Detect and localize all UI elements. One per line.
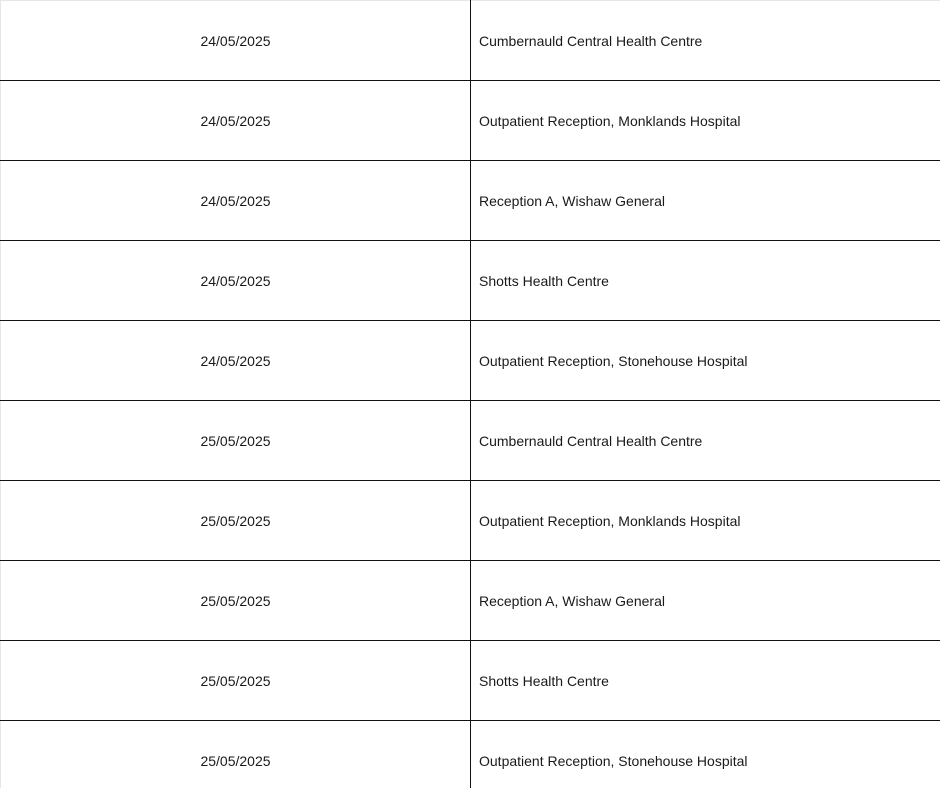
table-row [1,721,940,788]
location-cell: Shotts Health Centre [471,641,940,721]
date-cell: 25/05/2025 [1,561,471,641]
table-row [1,641,940,721]
date-cell: 25/05/2025 [1,481,471,561]
table-row [1,401,940,481]
location-cell: Outpatient Reception, Monklands Hospital [471,481,940,561]
location-cell: Cumbernauld Central Health Centre [471,1,940,81]
location-cell: Shotts Health Centre [471,241,940,321]
table-row [1,561,940,641]
table-row [1,161,940,241]
date-cell: 24/05/2025 [1,81,471,161]
date-cell: 24/05/2025 [1,161,471,241]
table-row [1,481,940,561]
table-row [1,321,940,401]
location-cell: Reception A, Wishaw General [471,161,940,241]
location-cell: Outpatient Reception, Stonehouse Hospital [471,321,940,401]
table-row [1,1,940,81]
location-cell: Cumbernauld Central Health Centre [471,401,940,481]
location-cell: Outpatient Reception, Monklands Hospital [471,81,940,161]
date-cell: 25/05/2025 [1,721,471,788]
location-cell: Outpatient Reception, Stonehouse Hospital [471,721,940,788]
date-cell: 25/05/2025 [1,641,471,721]
table-row [1,241,940,321]
location-cell: Reception A, Wishaw General [471,561,940,641]
date-cell: 24/05/2025 [1,1,471,81]
date-cell: 24/05/2025 [1,241,471,321]
date-cell: 25/05/2025 [1,401,471,481]
date-cell: 24/05/2025 [1,321,471,401]
table-row [1,81,940,161]
